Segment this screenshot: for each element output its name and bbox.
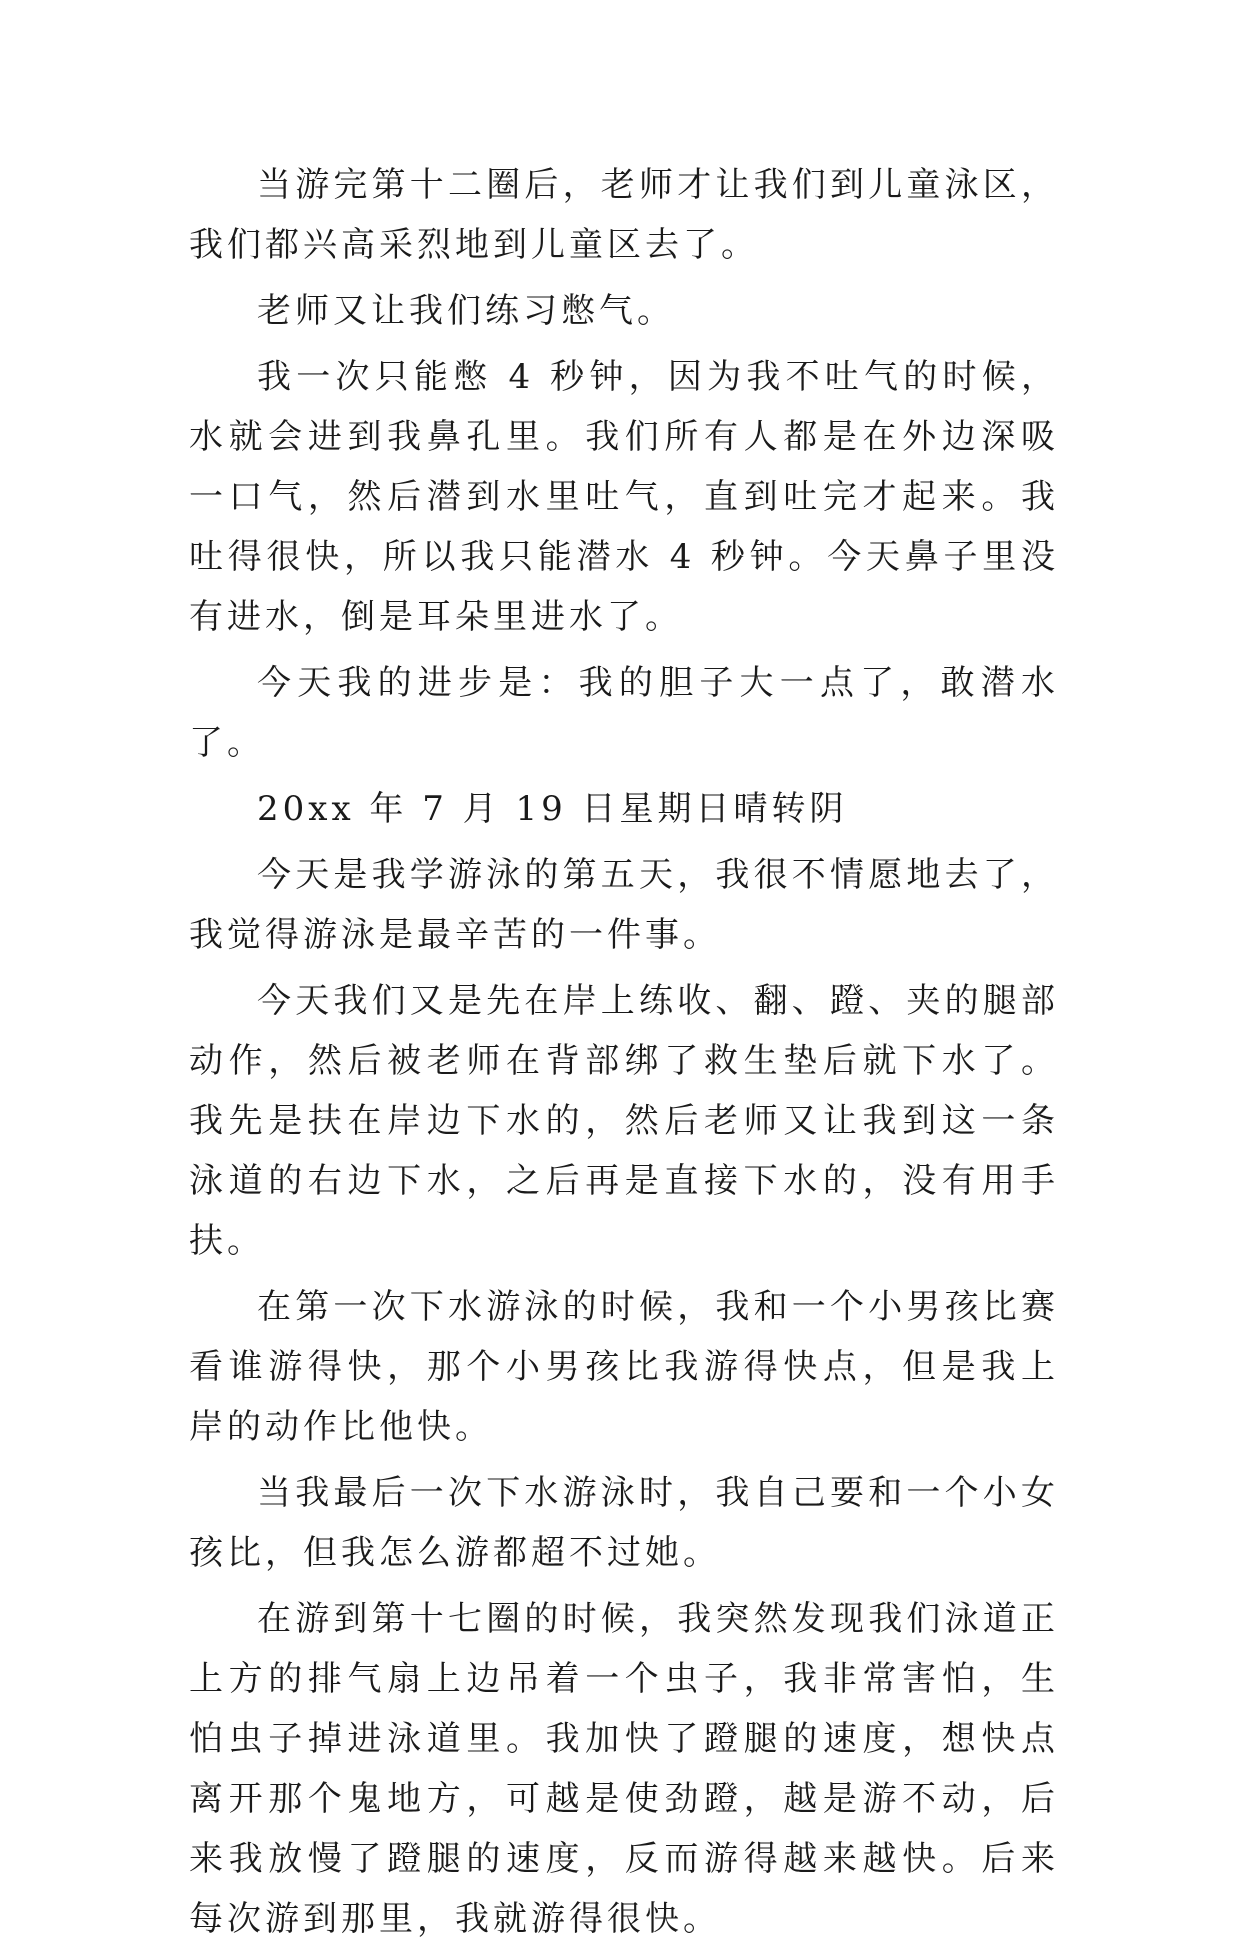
paragraph-9: 当我最后一次下水游泳时，我自己要和一个小女孩比，但我怎么游都超不过她。 — [189, 1473, 1059, 1573]
document-body — [189, 155, 1059, 1949]
paragraph-3: 我一次只能憋 4 秒钟，因为我不吐气的时候，水就会进到我鼻孔里。我们所有人都是在外边深吸一口气，然后潜到水里吐气，直到吐完才起来。我吐得很快，所以我只能潜水 4 秒钟。今天鼻子里没有进水，倒是耳朵里进水了。 — [189, 357, 1059, 637]
paragraph-1: 当游完第十二圈后，老师才让我们到儿童泳区，我们都兴高采烈地到儿童区去了。 — [189, 165, 1059, 265]
paragraph-10: 在游到第十七圈的时候，我突然发现我们泳道正上方的排气扇上边吊着一个虫子，我非常害怕，生怕虫子掉进泳道里。我加快了蹬腿的速度，想快点离开那个鬼地方，可越是使劲蹬，越是游不动，后来我放慢了蹬腿的速度，反而游得越来越快。后来每次游到那里，我就游得很快。 — [189, 1599, 1059, 1939]
paragraph-8: 在第一次下水游泳的时候，我和一个小男孩比赛看谁游得快，那个小男孩比我游得快点，但是我上岸的动作比他快。 — [189, 1287, 1059, 1447]
date-line: 20xx 年 7 月 19 日星期日晴转阴 — [257, 789, 848, 829]
paragraph-4: 今天我的进步是：我的胆子大一点了，敢潜水了。 — [189, 663, 1059, 763]
paragraph-7: 今天我们又是先在岸上练收、翻、蹬、夹的腿部动作，然后被老师在背部绑了救生垫后就下水了。我先是扶在岸边下水的，然后老师又让我到这一条泳道的右边下水，之后再是直接下水的，没有用手扶。 — [189, 981, 1059, 1261]
paragraph-6: 今天是我学游泳的第五天，我很不情愿地去了，我觉得游泳是最辛苦的一件事。 — [189, 855, 1059, 955]
paragraph-2: 老师又让我们练习憋气。 — [257, 291, 675, 331]
